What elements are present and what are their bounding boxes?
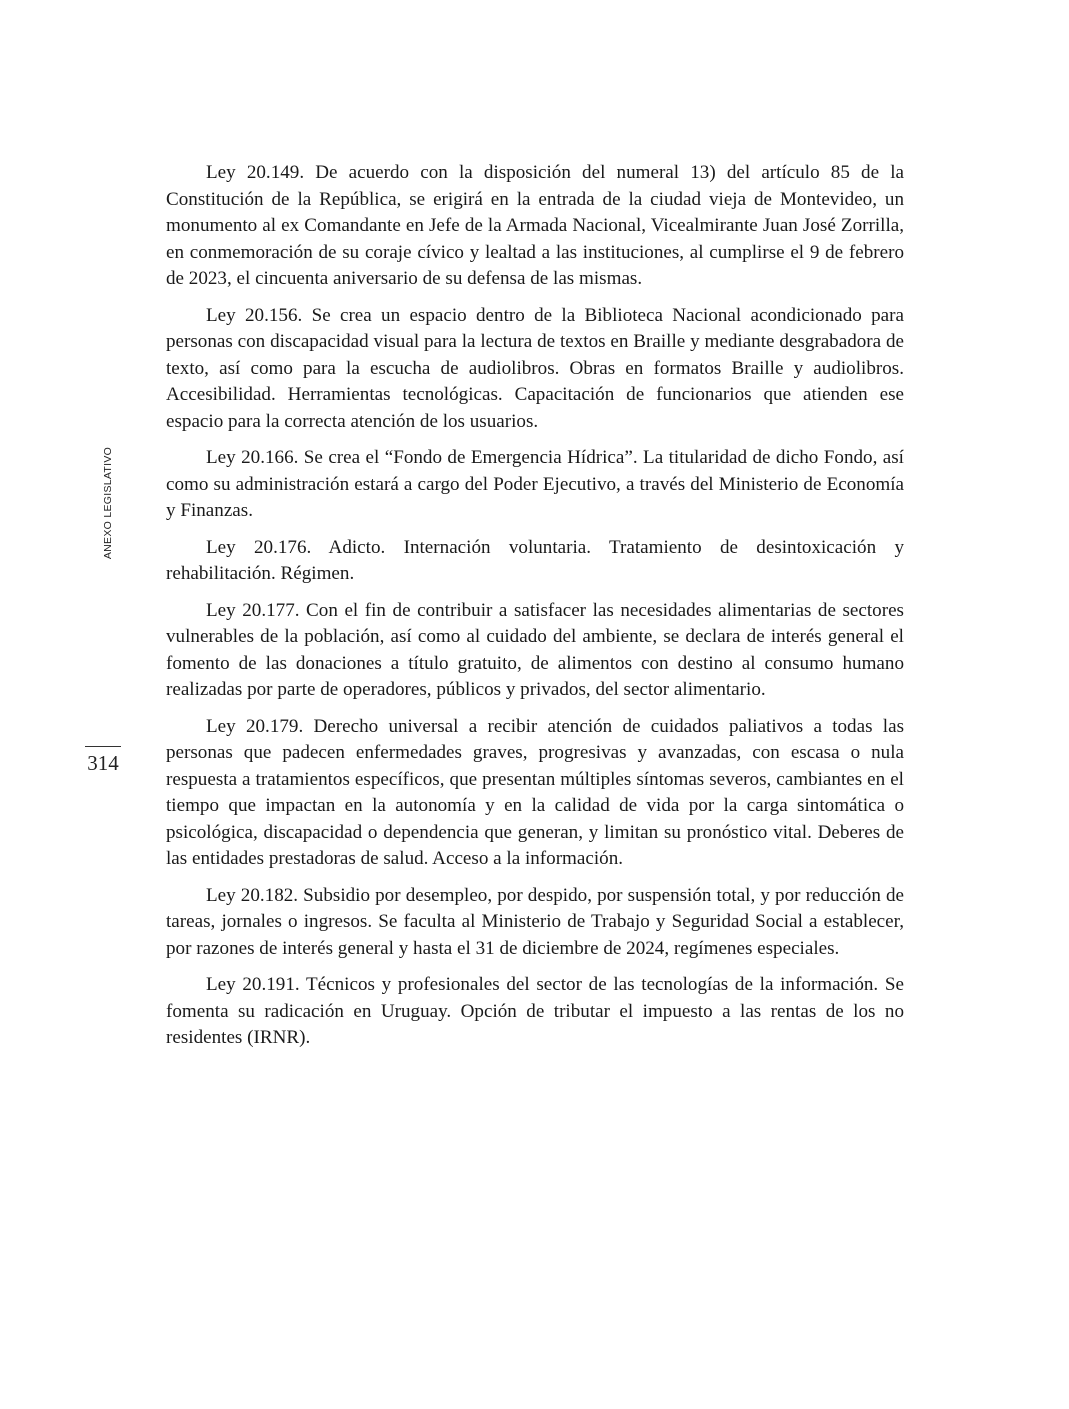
law-paragraph-20176: Ley 20.176. Adicto. Internación voluntaria. Tratamiento de desintoxicación y rehabilitación. Régimen.	[166, 536, 904, 584]
page-number: 314	[87, 751, 119, 775]
law-paragraph-20179: Ley 20.179. Derecho universal a recibir atención de cuidados paliativos a todas las personas que padecen enfermedades graves, progresivas y avanzadas, con escasa o nula respuesta a tratamientos específicos, que presentan múltiples síntomas severos, cambiantes en el tiempo que impactan en la autonomía y en la calidad de vida por la carga sintomática o psicológica, discapacidad o dependencia que generan, y limitan su pronóstico vital. Deberes de las entidades prestadoras de salud. Acceso a la información.	[166, 715, 904, 869]
section-label-text: ANEXO LEGISLATIVO	[102, 446, 114, 559]
body-text	[166, 160, 904, 1062]
law-paragraph-20182: Ley 20.182. Subsidio por desempleo, por despido, por suspensión total, y por reducción de tareas, jornales o ingresos. Se faculta al Ministerio de Trabajo y Seguridad Social a establecer, por razones de interés general y hasta el 31 de diciembre de 2024, regímenes especiales.	[166, 884, 904, 959]
page-number-rule	[85, 746, 121, 747]
law-paragraph-20149: Ley 20.149. De acuerdo con la disposición del numeral 13) del artículo 85 de la Constitución de la República, se erigirá en la entrada de la ciudad vieja de Montevideo, un monumento al ex Comandante en Jefe de la Armada Nacional, Vicealmirante Juan José Zorrilla, en conmemoración de su coraje cívico y lealtad a las instituciones, al cumplirse el 9 de febrero de 2023, el cincuenta aniversario de su defensa de las mismas.	[166, 162, 904, 289]
law-paragraph-20156: Ley 20.156. Se crea un espacio dentro de la Biblioteca Nacional acondicionado para personas con discapacidad visual para la lectura de textos en Braille y mediante desgrabadora de texto, así como para la escucha de audiolibros. Obras en formatos Braille y audiolibros. Accesibilidad. Herramientas tecnológicas. Capacitación de funcionarios que atienden ese espacio para la correcta atención de los usuarios.	[166, 304, 904, 432]
law-paragraph-20166: Ley 20.166. Se crea el “Fondo de Emergencia Hídrica”. La titularidad de dicho Fondo, así como su administración estará a cargo del Poder Ejecutivo, a través del Ministerio de Economía y Finanzas.	[166, 447, 904, 521]
law-paragraph-20177: Ley 20.177. Con el fin de contribuir a satisfacer las necesidades alimentarias de sectores vulnerables de la población, así como al cuidado del ambiente, se declara de interés general el fomento de las donaciones a título gratuito, de alimentos con destino al consumo humano realizadas por parte de operadores, públicos y privados, del sector alimentario.	[166, 599, 904, 700]
section-label	[99, 440, 117, 565]
law-paragraph-20191: Ley 20.191. Técnicos y profesionales del sector de las tecnologías de la información. Se fomenta su radicación en Uruguay. Opción de tributar el impuesto a las rentas de los no residentes (IRNR).	[166, 974, 904, 1048]
